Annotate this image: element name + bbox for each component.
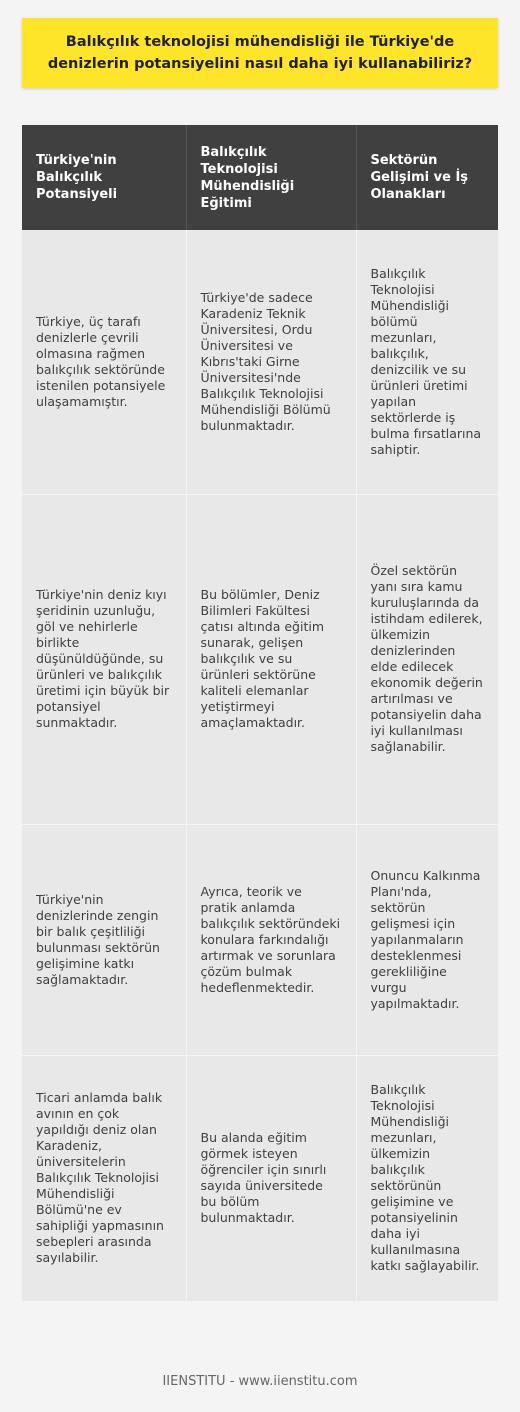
table-cell: Ticari anlamda balık avının en çok yapıldığı deniz olan Karadeniz, üniversitelerin Balıkçılık Teknolojisi Mühendisliği Bölümü'ne ev sahipliği yapmasının sebepleri arasında sayılabilir. bbox=[22, 1055, 186, 1301]
table-header-row bbox=[22, 125, 498, 230]
table-row bbox=[22, 494, 498, 824]
table-row bbox=[22, 230, 498, 494]
table-cell: Onuncu Kalkınma Planı'nda, sektörün gelişmesi için yapılanmaların desteklenmesi gerekliliğine vurgu yapılmaktadır. bbox=[356, 824, 498, 1055]
table-cell: Özel sektörün yanı sıra kamu kuruluşlarında da istihdam edilerek, ülkemizin denizlerinden elde edilecek ekonomik değerin artırılması ve potansiyelin daha iyi kullanılması sağlanabilir. bbox=[356, 494, 498, 824]
table-cell: Türkiye, üç tarafı denizlerle çevrili olmasına rağmen balıkçılık sektöründe istenilen potansiyele ulaşamamıştır. bbox=[22, 230, 186, 494]
table-cell: Türkiye'nin denizlerinde zengin bir balık çeşitliliği bulunması sektörün gelişimine katkı sağlamaktadır. bbox=[22, 824, 186, 1055]
header-education: Balıkçılık Teknolojisi Mühendisliği Eğitimi bbox=[186, 125, 356, 230]
table-cell: Türkiye'nin deniz kıyı şeridinin uzunluğu, göl ve nehirlerle birlikte düşünüldüğünde, su ürünleri ve balıkçılık üretimi için büyük bir potansiyel sunmaktadır. bbox=[22, 494, 186, 824]
header-sector: Sektörün Gelişimi ve İş Olanakları bbox=[356, 125, 498, 230]
info-table bbox=[22, 125, 498, 1302]
table-row bbox=[22, 824, 498, 1055]
title-banner bbox=[22, 18, 498, 88]
table-cell: Türkiye'de sadece Karadeniz Teknik Üniversitesi, Ordu Üniversitesi ve Kıbrıs'taki Girne Üniversitesi'nde Balıkçılık Teknolojisi Mühendisliği Bölümü bulunmaktadır. bbox=[186, 230, 356, 494]
table-cell: Balıkçılık Teknolojisi Mühendisliği bölümü mezunları, balıkçılık, denizcilik ve su ürünleri üretimi yapılan sektörlerde iş bulma fırsatlarına sahiptir. bbox=[356, 230, 498, 494]
header-potential: Türkiye'nin Balıkçılık Potansiyeli bbox=[22, 125, 186, 230]
table-cell: Bu alanda eğitim görmek isteyen öğrenciler için sınırlı sayıda üniversitede bu bölüm bulunmaktadır. bbox=[186, 1055, 356, 1301]
table-row bbox=[22, 1055, 498, 1301]
table-cell: Balıkçılık Teknolojisi Mühendisliği mezunları, ülkemizin balıkçılık sektörünün gelişimine ve potansiyelinin daha iyi kullanılmasına katkı sağlayabilir. bbox=[356, 1055, 498, 1301]
page-title: Balıkçılık teknolojisi mühendisliği ile Türkiye'de denizlerin potansiyelini nasıl daha iyi kullanabiliriz? bbox=[47, 34, 473, 72]
footer-credit: IIENSTITU - www.iienstitu.com bbox=[162, 1374, 358, 1389]
table-cell: Bu bölümler, Deniz Bilimleri Fakültesi çatısı altında eğitim sunarak, gelişen balıkçılık ve su ürünleri sektörüne kaliteli elemanlar yetiştirmeyi amaçlamaktadır. bbox=[186, 494, 356, 824]
table-cell: Ayrıca, teorik ve pratik anlamda balıkçılık sektöründeki konulara farkındalığı artırmak ve sorunlara çözüm bulmak hedeflenmektedir. bbox=[186, 824, 356, 1055]
